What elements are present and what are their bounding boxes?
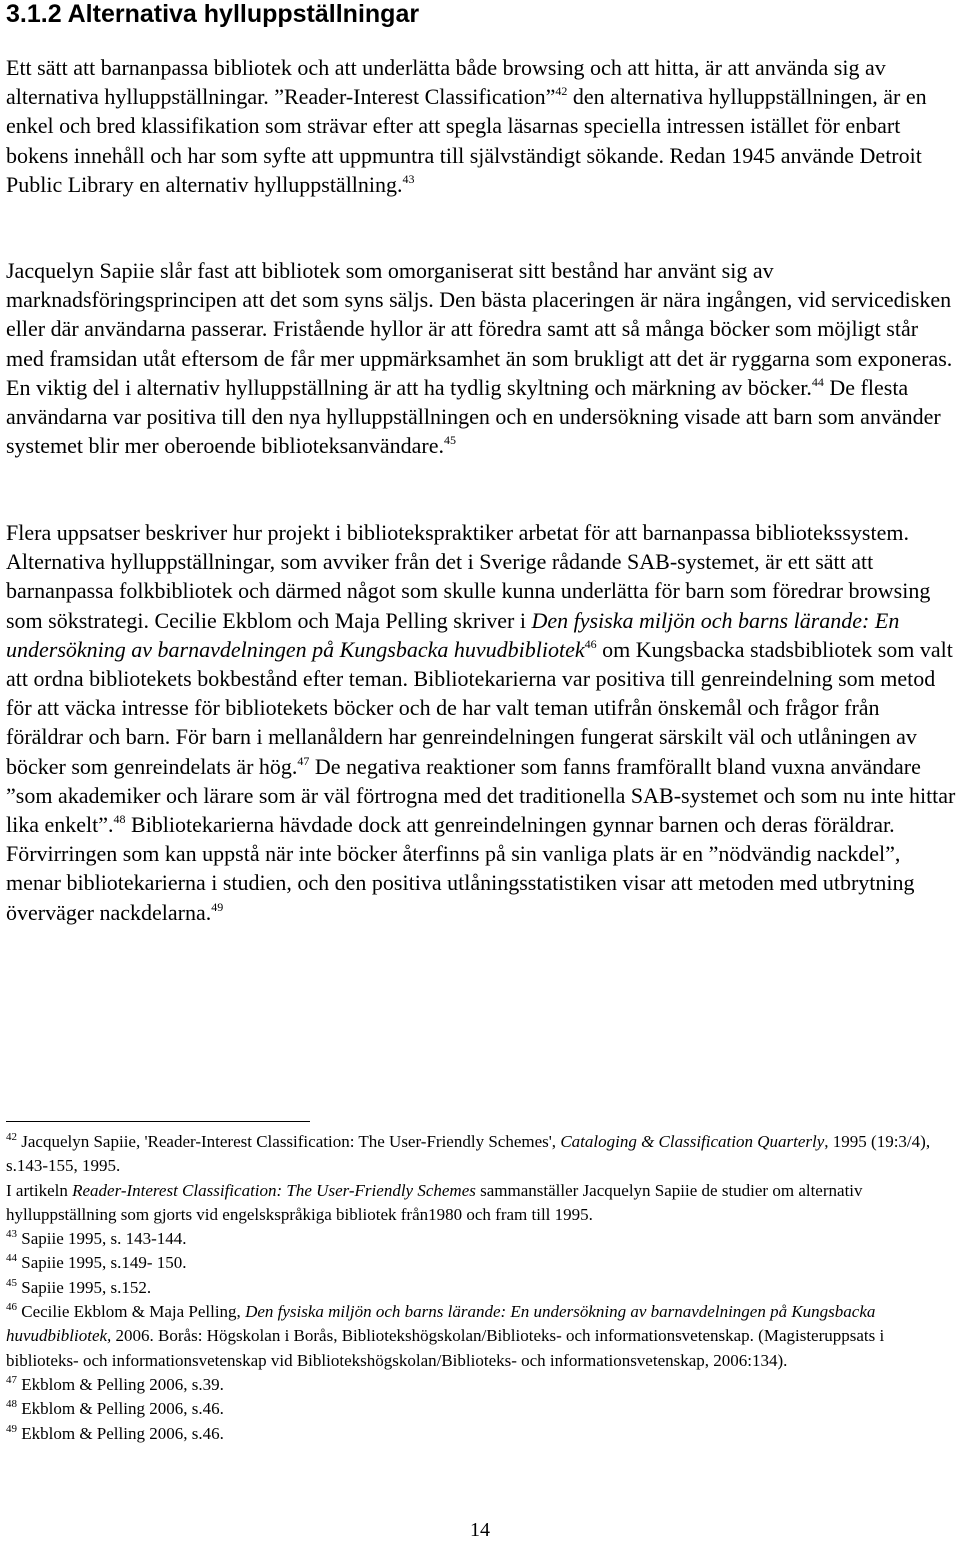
footnote-text: Ekblom & Pelling 2006, s.46.	[17, 1423, 224, 1443]
footnote-45	[6, 1276, 956, 1300]
footnote-text: Sapiie 1995, s.149- 150.	[17, 1253, 187, 1273]
p3-text-1: Flera uppsatser beskriver hur projekt i bibliotekspraktiker arbetat för att barnanpassa bibliotekssystem. Alternativa hylluppställningar, som avviker från det i Sverige rådande SAB-systemet, är ett sätt att barnanpassa folkbibliotek och därmed något som skulle kunna underlätta för barn som föredrar browsing som sökstrategi. Cecilie Ekblom och Maja Pelling skriver i	[6, 520, 931, 633]
footnote-text: Jacquelyn Sapiie, 'Reader-Interest Classification: The User-Friendly Schemes',	[17, 1132, 561, 1151]
footnote-text: Cecilie Ekblom & Maja Pelling,	[17, 1302, 246, 1322]
footnote-ref-45[interactable]: 45	[444, 433, 457, 448]
paragraph-1	[6, 53, 956, 199]
footnote-ref-49[interactable]: 49	[211, 899, 224, 914]
footnote-47	[6, 1373, 956, 1397]
paragraph-2	[6, 256, 956, 460]
footnote-number: 46	[6, 1301, 17, 1314]
footnote-number: 43	[6, 1228, 17, 1241]
p2-text-2: De flesta användarna var positiva till den nya hylluppställningen och en undersökning visade att barn som använder systemet blir mer oberoende biblioteksanvändare.	[6, 374, 941, 459]
footnote-text: sammanställer Jacquelyn Sapiie de studier om alternativ hylluppställning som gjorts vid engelskspråkiga bibliotek från1980 och fram till 1995.	[6, 1180, 863, 1224]
footnote-number: 42	[6, 1131, 17, 1143]
footnotes-section	[6, 1130, 956, 1446]
footnote-text: 2006. Borås: Högskolan i Borås, Bibliotekshögskolan/Biblioteks- och informationsvetenskap. (Magisteruppsats i biblioteks- och informationsvetenskap vid Bibliotekshögskolan/Biblioteks- och informationsvetenskap, 2006:134).	[6, 1326, 885, 1370]
footnote-text: Sapiie 1995, s.152.	[17, 1277, 152, 1297]
footnote-text: Ekblom & Pelling 2006, s.46.	[17, 1399, 224, 1419]
p2-text-1: Jacquelyn Sapiie slår fast att bibliotek som omorganiserat sitt bestånd har använt sig av marknadsföringsprincipen att det som syns säljs. Den bästa placeringen är nära ingången, vid servicedisken eller där användarna passerar. Fristående hyllor är att föredra samt att så många böcker som möjligt står med framsidan utåt eftersom de får mer uppmärksamhet än som brukligt att det är ryggarna som exponeras. En viktig del i alternativ hylluppställning är att ha tydlig skyltning och märkning av böcker.	[6, 258, 953, 400]
paragraph-3	[6, 518, 956, 927]
p3-text-3: De negativa reaktioner som fanns framförallt bland vuxna användare ”som akademiker och lärare som är väl förtrogna med det traditionella SAB-systemet och som nu inte hittar lika enkelt”.	[6, 753, 956, 838]
p1-text-2: den alternativa hylluppställningen, är en enkel och bred klassifikation som strävar efter att spegla läsarnas speciella intressen istället för enbart bokens innehåll och har som syfte att uppmuntra till självständigt sökande. Redan 1945 använde Detroit Public Library en alternativ hylluppställning.	[6, 84, 927, 197]
footnote-44	[6, 1251, 956, 1275]
footnote-ref-47[interactable]: 47	[297, 753, 310, 768]
page-number: 14	[470, 1519, 490, 1541]
footnote-number: 45	[6, 1276, 17, 1289]
footnote-46	[6, 1300, 956, 1373]
footnote-ref-43[interactable]: 43	[402, 171, 415, 186]
footnote-text: , 1995 (19:3/4), s.143-155, 1995.	[6, 1132, 931, 1176]
footnote-ref-48[interactable]: 48	[113, 812, 126, 827]
p3-text-2: om Kungsbacka stadsbibliotek som valt att ordna bibliotekets bokbestånd efter teman. Bibliotekarierna var positiva till genreindelning som metod för att väcka intresse för bibliotekets böcker och de har valt teman utifrån önskemål och frågor från föräldrar och barn. För barn i mellanåldern har genreindelningen fungerat särskilt väl och utlåningen av böcker som genreindelats är hög.	[6, 636, 953, 779]
p3-cited-title: Den fysiska miljön och barns lärande: En undersökning av barnavdelningen på Kungsbacka huvudbibliotek	[6, 607, 900, 662]
footnote-number: 48	[6, 1398, 17, 1411]
footnote-43	[6, 1227, 956, 1251]
footnote-42-note	[6, 1179, 956, 1228]
footnote-48	[6, 1397, 956, 1421]
footnote-journal-title: Cataloging & Classification Quarterly	[560, 1132, 825, 1151]
footnote-number: 47	[6, 1373, 17, 1386]
footnote-separator	[6, 1121, 310, 1122]
footnote-42	[6, 1130, 956, 1179]
footnote-text: Ekblom & Pelling 2006, s.39.	[17, 1374, 224, 1394]
footnote-49	[6, 1422, 956, 1446]
footnote-text: I artikeln	[6, 1180, 73, 1200]
footnote-number: 44	[6, 1252, 17, 1265]
footnote-number: 49	[6, 1422, 17, 1435]
footnote-ref-44[interactable]: 44	[811, 374, 824, 389]
footnote-thesis-title: Den fysiska miljön och barns lärande: En undersökning av barnavdelningen på Kungsbacka huvudbibliotek,	[6, 1302, 876, 1346]
footnote-ref-42[interactable]: 42	[555, 84, 568, 99]
p3-text-4: Bibliotekarierna hävdade dock att genreindelningen gynnar barnen och deras föräldrar. Förvirringen som kan uppstå när inte böcker återfinns på sin vanliga plats är en ”nödvändig nackdel”, menar bibliotekarierna i studien, och den positiva utlåningsstatistiken visar att metoden med utbrytning överväger nackdelarna.	[6, 812, 915, 925]
footnote-article-title: Reader-Interest Classification: The User-Friendly Schemes	[72, 1180, 476, 1200]
footnote-text: Sapiie 1995, s. 143-144.	[17, 1229, 187, 1249]
footnote-ref-46[interactable]: 46	[584, 636, 597, 651]
section-heading: 3.1.2 Alternativa hylluppställningar	[6, 0, 420, 28]
p1-text-1: Ett sätt att barnanpassa bibliotek och att underlätta både browsing och att hitta, är att använda sig av alternativa hylluppställningar. ”Reader-Interest Classification”	[6, 55, 886, 110]
